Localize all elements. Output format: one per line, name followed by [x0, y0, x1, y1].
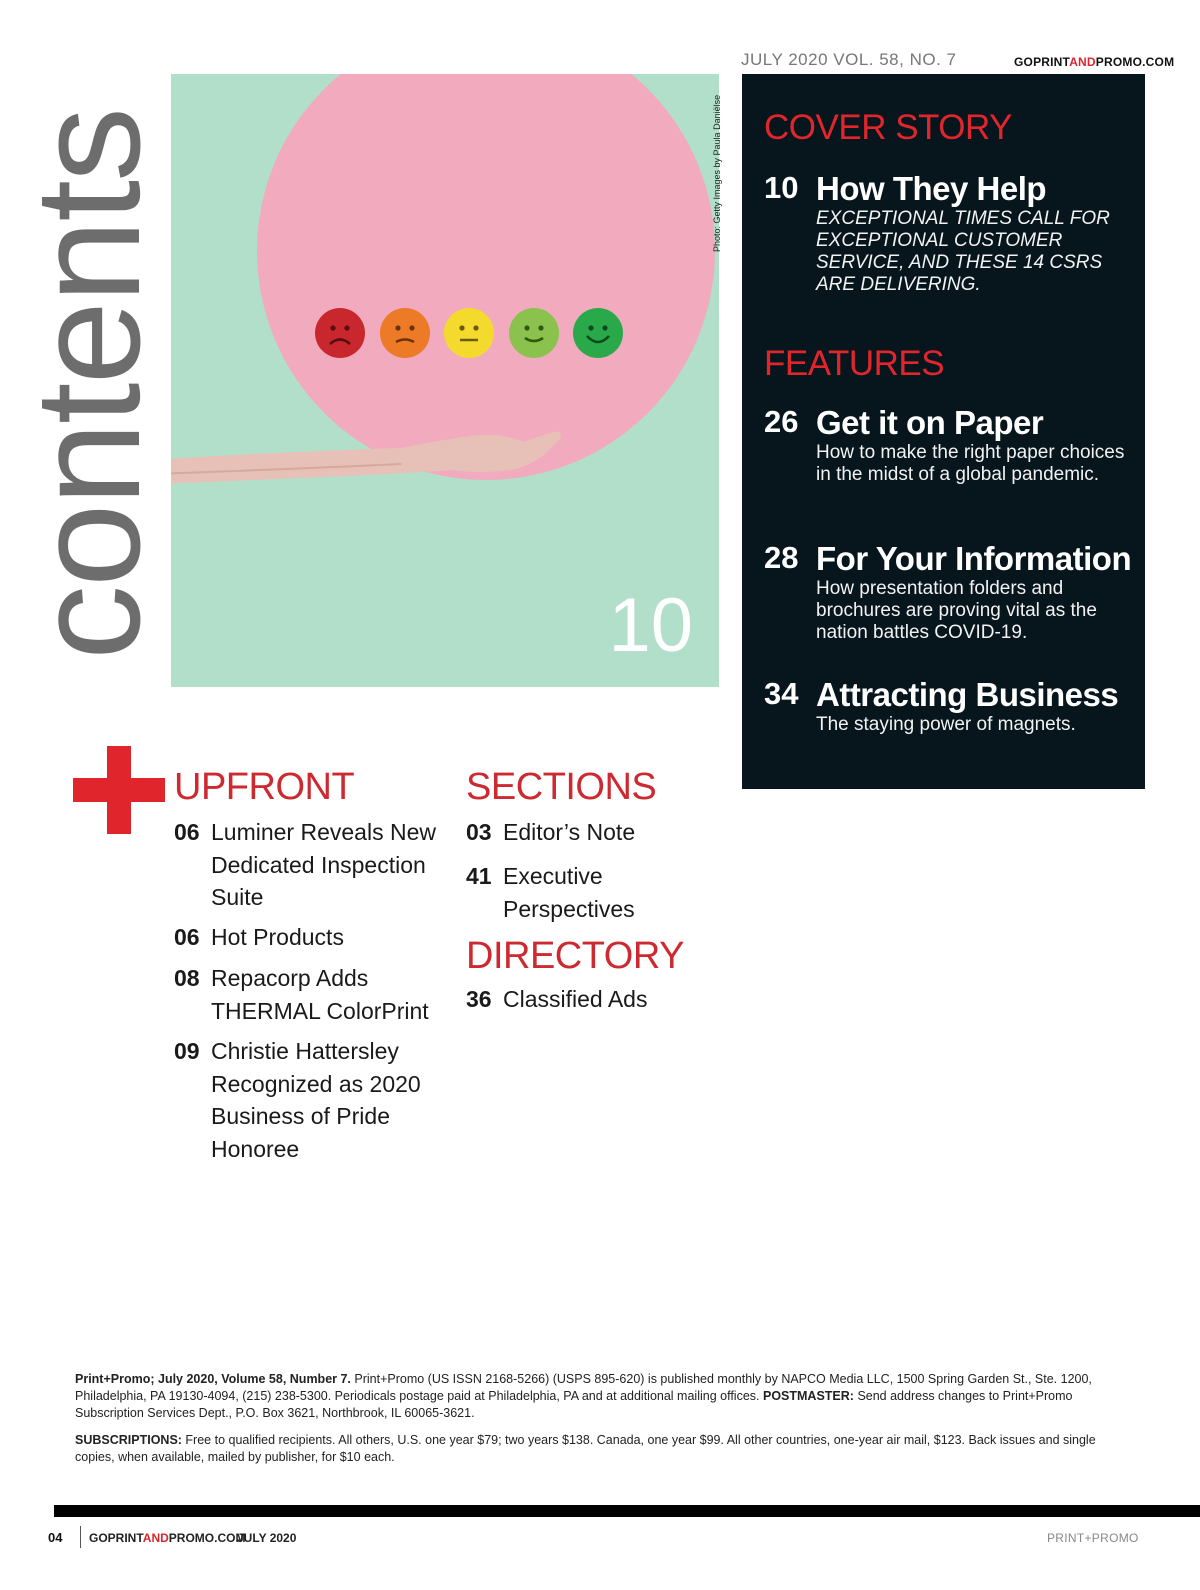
site-url-and: AND	[142, 1531, 169, 1545]
plus-icon	[73, 778, 165, 802]
statement-text: Free to qualified recipients. All others, U.S. one year $79; two years $138. Canada, one year $99. All other countries, one-year air mail, $123. Back issues and single copies, when available, mailed by publisher, for $10 each.	[75, 1433, 1096, 1464]
frown-face-icon	[380, 308, 430, 358]
sad-face-icon	[315, 308, 365, 358]
item-page-number: 41	[466, 863, 492, 889]
item-page-number: 09	[174, 1038, 200, 1064]
site-url-part: GOPRINT	[1014, 55, 1070, 69]
statement-bold: POSTMASTER:	[762, 1389, 854, 1403]
directory-item[interactable]	[466, 983, 696, 1016]
footer-divider	[80, 1526, 81, 1548]
outstretched-hand	[171, 430, 587, 492]
entry-page-number: 34	[764, 676, 799, 711]
upfront-item[interactable]	[174, 816, 444, 914]
statement-text: Send address changes to Print+Promo Subscription Services Dept., P.O. Box 3621, Northbrook, IL 60065-3621.	[75, 1389, 1073, 1420]
item-title: Christie Hattersley Recognized as 2020 Business of Pride Honoree	[211, 1038, 421, 1162]
statement-text: Print+Promo (US ISSN 2168-5266) (USPS 895-620) is published monthly by NAPCO Media LLC, 1500 Spring Garden St., Ste. 1200, Philadelphia, PA 19130-4094, (215) 238-5300. Periodicals postage paid at Philadelphia, PA and at additional mailing offices.	[75, 1372, 1092, 1403]
item-title: Executive Perspectives	[503, 863, 635, 922]
smile-face-icon	[509, 308, 559, 358]
entry-description: How to make the right paper choices in the midst of a global pandemic.	[816, 442, 1125, 485]
sections-item[interactable]	[466, 816, 696, 849]
upfront-item[interactable]	[174, 1035, 424, 1165]
subscriptions-statement	[75, 1432, 1120, 1466]
item-title: Editor’s Note	[503, 819, 636, 845]
publication-statement	[75, 1371, 1120, 1422]
item-page-number: 36	[466, 986, 492, 1012]
entry-title: Get it on Paper	[816, 404, 1044, 441]
site-url[interactable]	[1014, 55, 1174, 69]
issue-date: JULY 2020 VOL. 58, NO. 7	[741, 50, 957, 69]
item-page-number: 06	[174, 819, 200, 845]
upfront-heading: UPFRONT	[174, 766, 355, 808]
upfront-item[interactable]	[174, 921, 444, 954]
item-title: Repacorp Adds THERMAL ColorPrint	[211, 965, 429, 1024]
site-url-part: PROMO.COM	[168, 1531, 246, 1545]
entry-description: How presentation folders and brochures are proving vital as the nation battles COVID-19.	[816, 578, 1097, 643]
entry-description: The staying power of magnets.	[816, 714, 1076, 735]
neutral-face-icon	[444, 308, 494, 358]
footer-date: JULY 2020	[237, 1531, 297, 1545]
footer-rule	[54, 1505, 1200, 1517]
entry-page-number: 10	[764, 170, 799, 205]
cover-image[interactable]	[171, 74, 719, 687]
item-title: Luminer Reveals New Dedicated Inspection Suite	[211, 819, 436, 910]
footer-site-url[interactable]	[89, 1531, 245, 1545]
footer-brand: PRINT+PROMO	[1047, 1531, 1139, 1545]
sections-item[interactable]	[466, 860, 666, 925]
item-title: Classified Ads	[503, 986, 648, 1012]
upfront-item[interactable]	[174, 962, 449, 1027]
item-page-number: 08	[174, 965, 200, 991]
directory-heading: DIRECTORY	[466, 935, 684, 977]
statement-bold: Print+Promo; July 2020, Volume 58, Number 7.	[75, 1372, 351, 1386]
entry-title: For Your Information	[816, 540, 1132, 577]
entry-title: Attracting Business	[816, 676, 1119, 713]
cover-page-number: 10	[608, 583, 693, 668]
entry-title: How They Help	[816, 170, 1047, 207]
item-page-number: 06	[174, 924, 200, 950]
features-heading: FEATURES	[764, 344, 945, 383]
site-url-part: GOPRINT	[89, 1531, 143, 1545]
statement-bold: SUBSCRIPTIONS:	[75, 1433, 182, 1447]
contents-heading: contents	[3, 108, 171, 660]
sections-heading: SECTIONS	[466, 766, 657, 808]
photo-credit: Photo: Getty Images by Paula Daniëlse	[712, 94, 722, 252]
happy-face-icon	[573, 308, 623, 358]
entry-page-number: 26	[764, 404, 799, 439]
item-title: Hot Products	[211, 924, 344, 950]
entry-description: EXCEPTIONAL TIMES CALL FOR EXCEPTIONAL CUSTOMER SERVICE, AND THESE 14 CSRS ARE DELIVERING.	[816, 208, 1110, 295]
site-url-and: AND	[1069, 55, 1096, 69]
item-page-number: 03	[466, 819, 492, 845]
page-number: 04	[48, 1530, 63, 1545]
feature-panel	[742, 74, 1145, 789]
site-url-part: PROMO.COM	[1095, 55, 1175, 69]
entry-page-number: 28	[764, 540, 799, 575]
cover-story-heading: COVER STORY	[764, 108, 1012, 147]
pink-circle	[257, 74, 715, 480]
